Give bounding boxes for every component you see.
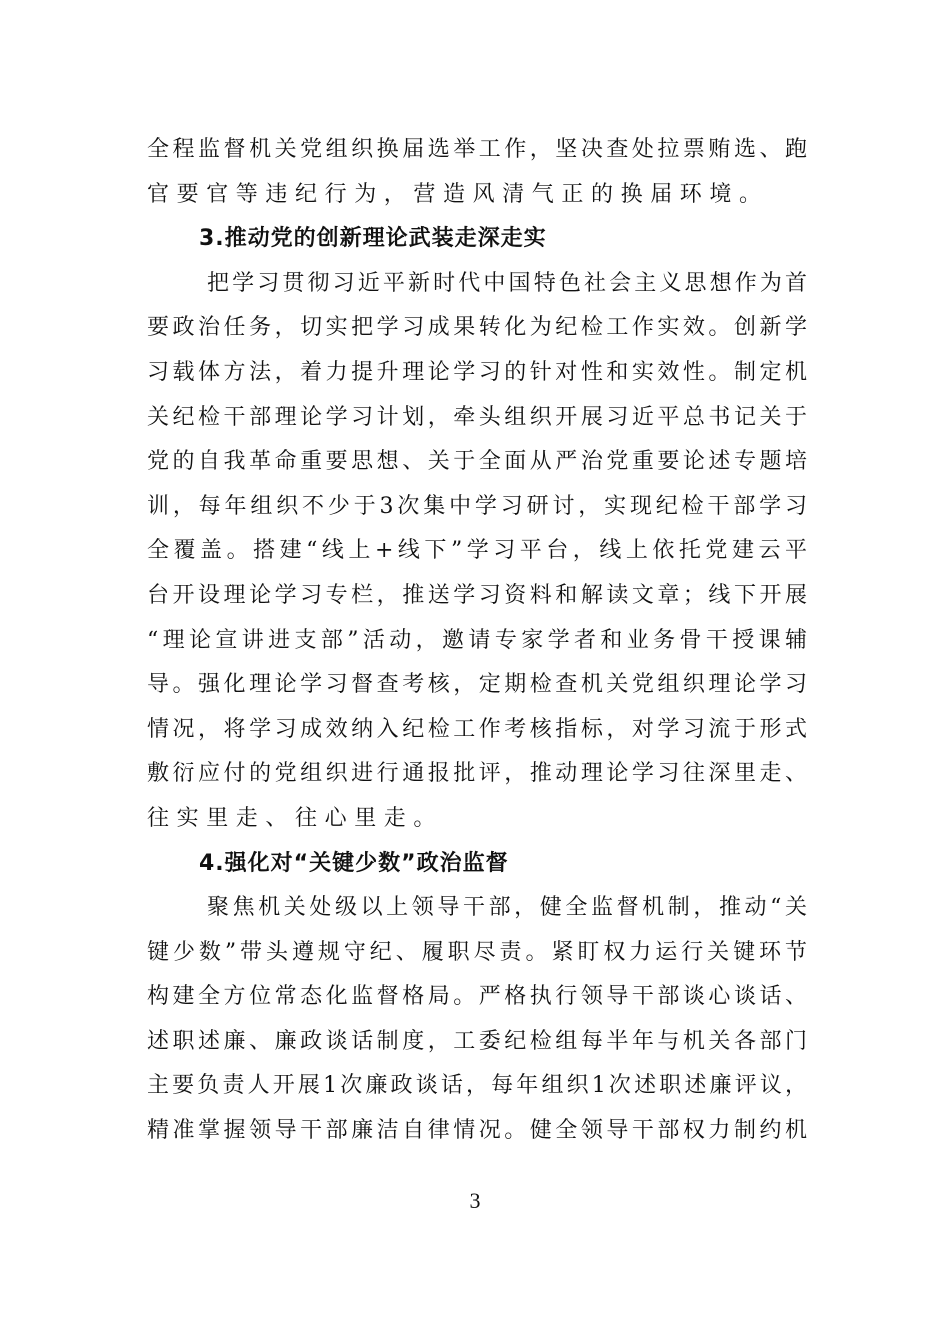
paragraph-line: 精准掌握领导干部廉洁自律情况。健全领导干部权力制约机 (147, 1118, 807, 1144)
document-body (147, 128, 807, 1154)
paragraph-line: 构建全方位常态化监督格局。严格执行领导干部谈心谈话、 (147, 984, 807, 1010)
paragraph-line: 党的自我革命重要思想、关于全面从严治党重要论述专题培 (147, 449, 807, 475)
paragraph-line: 往实里走、往心里走。 (147, 805, 444, 831)
paragraph-line: 主要负责人开展1次廉政谈话，每年组织1次述职述廉评议， (147, 1073, 807, 1099)
paragraph-line: 键少数”带头遵规守纪、履职尽责。紧盯权力运行关键环节 (147, 939, 807, 965)
paragraph-line: 要政治任务，切实把学习成果转化为纪检工作实效。创新学 (147, 315, 807, 341)
section-heading: 3.推动党的创新理论武装走深走实 (199, 226, 547, 252)
paragraph-line: 习载体方法，着力提升理论学习的针对性和实效性。制定机 (147, 359, 807, 385)
paragraph-line: 敷衍应付的党组织进行通报批评，推动理论学习往深里走、 (147, 761, 807, 787)
paragraph-line: 全程监督机关党组织换届选举工作，坚决查处拉票贿选、跑 (147, 137, 807, 162)
page-number: 3 (469, 1188, 481, 1213)
paragraph-line: 全覆盖。搭建“线上+线下”学习平台，线上依托党建云平 (147, 538, 807, 564)
paragraph-line: 训，每年组织不少于3次集中学习研讨，实现纪检干部学习 (147, 493, 807, 519)
paragraph-line: 导。强化理论学习督查考核，定期检查机关党组织理论学习 (147, 672, 807, 698)
paragraph-line: “理论宣讲进支部”活动，邀请专家学者和业务骨干授课辅 (147, 627, 807, 653)
paragraph-line: 述职述廉、廉政谈话制度，工委纪检组每半年与机关各部门 (147, 1028, 807, 1054)
paragraph-line: 关纪检干部理论学习计划，牵头组织开展习近平总书记关于 (147, 404, 807, 430)
paragraph-line: 把学习贯彻习近平新时代中国特色社会主义思想作为首 (207, 270, 807, 296)
section-heading: 4.强化对“关键少数”政治监督 (199, 850, 509, 876)
paragraph-line: 官要官等违纪行为，营造风清气正的换届环境。 (147, 181, 769, 207)
paragraph-line: 情况，将学习成效纳入纪检工作考核指标，对学习流于形式 (147, 716, 807, 742)
paragraph-line: 台开设理论学习专栏，推送学习资料和解读文章；线下开展 (147, 582, 807, 608)
paragraph-line: 聚焦机关处级以上领导干部，健全监督机制，推动“关 (207, 895, 807, 921)
